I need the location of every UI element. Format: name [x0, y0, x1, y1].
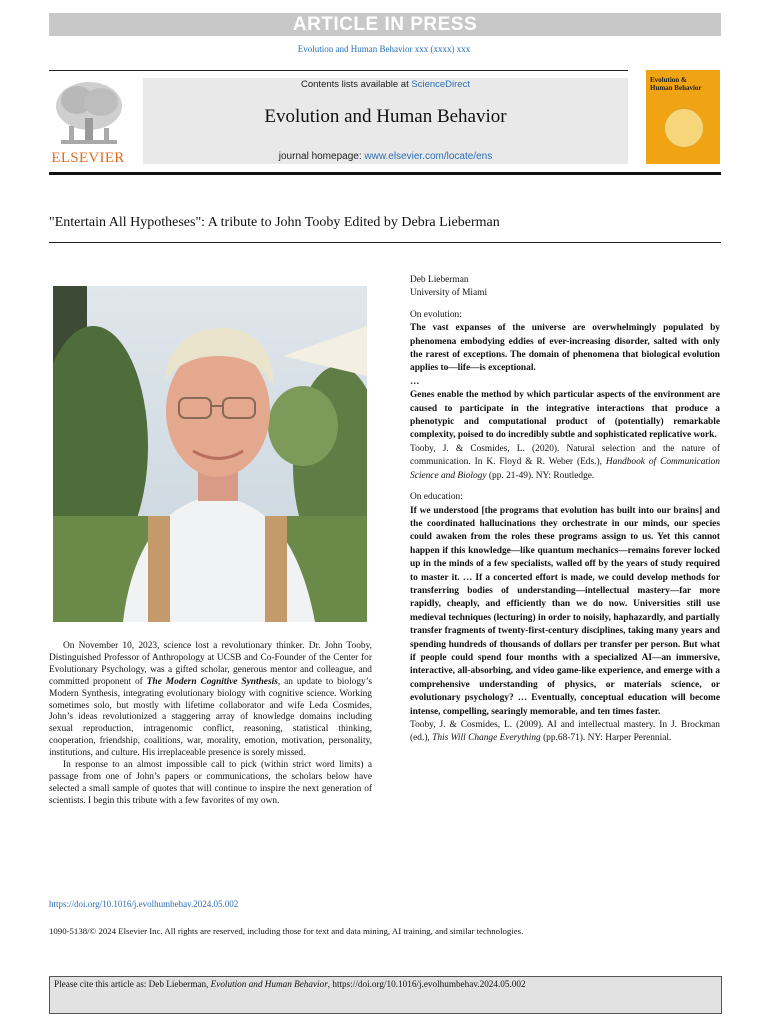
portrait-photo [53, 286, 367, 622]
reference-2 [410, 719, 720, 746]
sciencedirect-link[interactable]: ScienceDirect [411, 79, 470, 90]
cover-emblem [664, 108, 704, 148]
journal-cover-image [646, 70, 720, 164]
copyright-notice: 1090-5138/© 2024 Elsevier Inc. All rights are reserved, including those for text and data mining, AI training, and similar technologies. [49, 926, 524, 936]
reference-1 [410, 443, 720, 483]
title-rule [49, 242, 721, 243]
homepage-prefix: journal homepage: [278, 151, 365, 162]
education-heading: On education: [410, 492, 463, 503]
citation-box [49, 976, 722, 1014]
call-paragraph: In response to an almost impossible call to pick (within strict word limits) a passage from one of John’s papers or communications, the scholars below have selected a small sample of quotes that will continue to inspire the next generation of scientists. I begin this tribute with a few favorites of my own. [49, 760, 372, 806]
intro-paragraph [49, 641, 372, 760]
contents-line [143, 79, 628, 90]
evolution-heading: On evolution: [410, 309, 462, 320]
citation-suffix: , https://doi.org/10.1016/j.evolhumbehav.2024.05.002 [327, 979, 526, 989]
right-column [410, 274, 720, 746]
contributor-name: Deb Lieberman [410, 275, 469, 285]
contents-prefix: Contents lists available at [301, 79, 412, 90]
masthead-bottom-rule [49, 172, 721, 175]
ref1-text-b: (pp. 21-49). NY: Routledge. [486, 470, 595, 481]
evolution-quote-2: Genes enable the method by which particular aspects of the environment are caused to participate in the integrative interactions that produce a phenotypic and computational product of (potentially) remarkable complexity, poised to do incredibly subtle and sophisticated replicative work. [410, 390, 720, 441]
ref2-text-a: Tooby, J. & Cosmides, L. (2009). AI and intellectual mastery. In J. Brockman (ed.), [410, 720, 720, 744]
citation-prefix: Please cite this article as: Deb Lieberman, [54, 979, 211, 989]
quote-ellipsis: … [410, 376, 420, 387]
contributor-affiliation: University of Miami [410, 288, 488, 299]
ref2-text-b: (pp.68-71). NY: Harper Perennial. [540, 733, 672, 744]
homepage-line [143, 151, 628, 162]
header-rule [49, 70, 628, 71]
ref1-text-a: Tooby, J. & Cosmides, L. (2020). Natural selection and the nature of communication. In K. Floyd & R. Weber (Eds.), [410, 443, 720, 468]
intro-text-a: On November 10, 2023, science lost a revolutionary thinker. Dr. John Tooby, Distinguished Professor of Anthropology at UCSB and Co-Founder of the Center for Evolutionary Psychology, was a gifted scholar, generous mentor and colleague, and committed proponent of [49, 641, 372, 687]
elsevier-wordmark: ELSEVIER [51, 150, 125, 166]
left-column-text [49, 641, 372, 808]
cover-title-line2: Human Behavior [650, 84, 702, 92]
ref1-book: Handbook of Communication Science and Biology [410, 457, 720, 481]
education-quote: If we understood [the programs that evolution has built into our brains] and the coordinated hallucinations they orchestrate in our minds, our species could awaken from the roles these programs assign to us. Yet this cannot happen if this knowledge—like quantum mechanics—remains forever locked up in the minds of a few specialists, walled off by the years of study required to master it. … If a concerted effort is made, we could develop methods for transferring bodies of understanding—intellectual mastery—far more rapidly, cheaply, and efficiently than we do now. Universities still use medieval techniques (lecturing) in order to noisily, haphazardly, and partially transfer fragments of twenty-first-century disciplines, taking many years and spending hundreds of thousands of dollars per transfer per person. But what if people could spend four months with a specialized AI—an immersive, interactive, all-absorbing, and video game-like experience, and emerge with a comprehensive understanding of physics, or materials science, or evolutionary psychology? … Eventually, conceptual education will become intense, compelling, searingly memorable, and ten times faster. [410, 505, 720, 717]
article-in-press-banner: ARTICLE IN PRESS [49, 13, 721, 36]
homepage-link[interactable]: www.elsevier.com/locate/ens [364, 151, 493, 162]
journal-reference-link[interactable]: Evolution and Human Behavior xxx (xxxx) xxx [297, 44, 471, 54]
intro-text-b: , an update to biology’s Modern Synthesis, integrating evolutionary biology with cognitive science. Working sometimes solo, but mostly with lifetime collaborator and wife Leda Cosmides, John’s ideas revolutionized a staggering array of knowledge domains including sexual reproduction, intragenomic conflict, reasoning, statistical thinking, cooperation, friendship, coalitions, war, morality, emotion, motivation, personality, institutions, and culture. His irreplaceable presence is sorely missed. [49, 676, 372, 759]
cover-title [650, 76, 702, 92]
ref2-book: This Will Change Everything [432, 733, 541, 744]
journal-title: Evolution and Human Behavior [264, 106, 507, 127]
citation-text [54, 979, 526, 989]
citation-journal: Evolution and Human Behavior [210, 979, 328, 989]
modern-cognitive-synthesis: The Modern Cognitive Synthesis [146, 676, 278, 687]
article-title: "Entertain All Hypotheses": A tribute to John Tooby Edited by Debra Lieberman [49, 215, 500, 230]
doi-link[interactable]: https://doi.org/10.1016/j.evolhumbehav.2024.05.002 [49, 899, 239, 909]
cover-title-line1: Evolution & [650, 76, 687, 84]
evolution-quote-1: The vast expanses of the universe are overwhelmingly populated by phenomena embodying eddies of ever-increasing disorder, salted with only the rarest of exceptions. The domain of phenomena that biological evolution applies to—life—is exceptional. [410, 323, 720, 374]
